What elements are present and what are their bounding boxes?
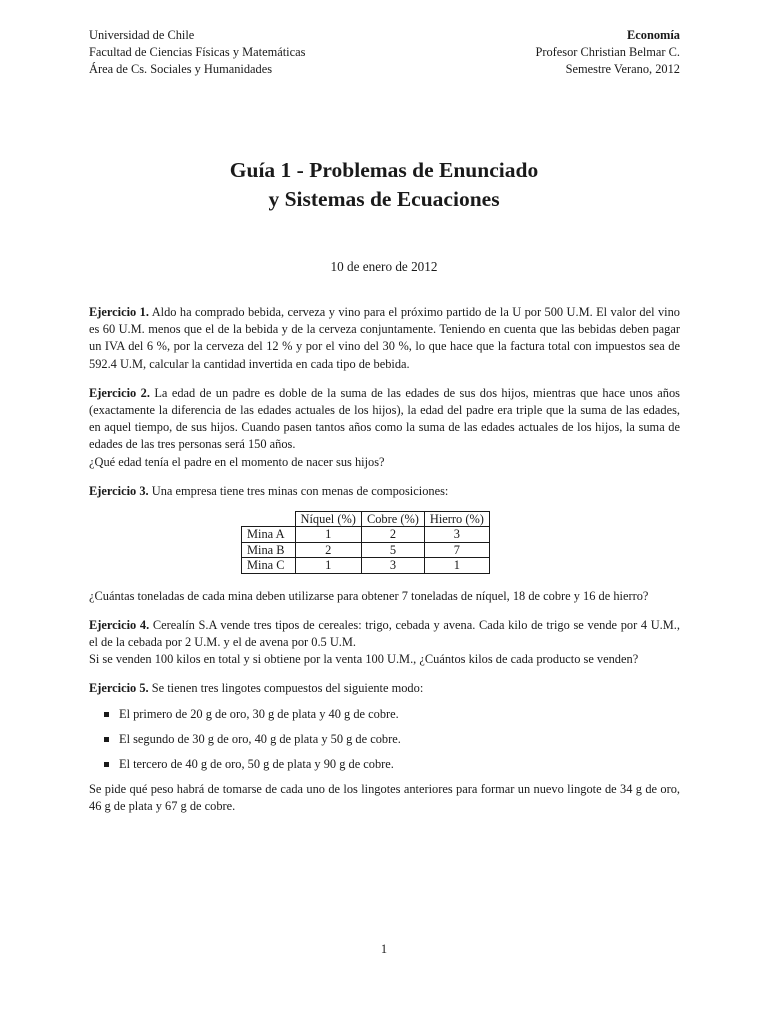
column-header-cobre: Cobre (%)	[361, 512, 424, 527]
header-professor: Profesor Christian Belmar C.	[535, 44, 680, 59]
document-date: 10 de enero de 2012	[330, 259, 438, 274]
exercise-5-question: Se pide qué peso habrá de tomarse de cada uno de los lingotes anteriores para formar un nuevo lingote de 34 g de oro, 46 g de plata y 67 g de cobre.	[89, 782, 680, 814]
header-faculty: Facultad de Ciencias Físicas y Matemáticas	[89, 44, 306, 59]
header-area: Área de Cs. Sociales y Humanidades	[89, 61, 273, 76]
composition-table	[241, 511, 490, 574]
header-institution	[89, 27, 305, 77]
composition-table-wrapper	[89, 511, 680, 574]
document-body	[89, 304, 680, 828]
list-item	[89, 756, 680, 773]
exercise-2-statement	[89, 385, 680, 454]
exercise-1-statement	[89, 304, 680, 373]
exercise-4	[89, 617, 680, 669]
list-item	[89, 706, 680, 723]
column-header-hierro: Hierro (%)	[424, 512, 489, 527]
exercise-2-label: Ejercicio 2.	[89, 385, 150, 400]
column-header-niquel: Níquel (%)	[295, 512, 361, 527]
header-university: Universidad de Chile	[89, 28, 195, 42]
table-cell: 3	[361, 558, 424, 573]
exercise-3	[89, 483, 680, 605]
page-number: 1	[380, 942, 388, 956]
exercise-2-text: La edad de un padre es doble de la suma de las edades de sus dos hijos, mientras que hace unos años (exactamente la diferencia de las edades actuales de los hijos), la edad del padre era triple que la suma de las edades, en aquel tiempo, de sus hijos. Cuando pasen tantos años como la suma de las edades actuales de los hijos, la suma de edades de las tres personas será 150 años.	[89, 385, 680, 452]
table-cell: 1	[424, 558, 489, 573]
row-header-mina-b: Mina B	[242, 542, 296, 557]
exercise-4-statement	[89, 617, 680, 651]
table-row	[242, 542, 490, 557]
header-subject: Economía	[626, 28, 680, 42]
table-cell: 1	[295, 527, 361, 542]
square-bullet-icon	[104, 712, 109, 717]
table-corner-cell	[242, 512, 296, 527]
exercise-3-statement	[89, 483, 680, 500]
ingot-list	[89, 706, 680, 774]
header-course	[535, 27, 680, 77]
document-title	[0, 156, 768, 214]
exercise-5-statement	[89, 680, 680, 697]
exercise-1-label: Ejercicio 1.	[89, 305, 149, 319]
table-cell: 7	[424, 542, 489, 557]
exercise-3-label: Ejercicio 3.	[89, 483, 149, 498]
exercise-4-question: Si se venden 100 kilos en total y si obtiene por la venta 100 U.M., ¿Cuántos kilos de cada producto se venden?	[89, 652, 639, 667]
table-cell: 5	[361, 542, 424, 557]
row-header-mina-c: Mina C	[242, 558, 296, 573]
table-header-row	[242, 512, 490, 527]
exercise-2-question: ¿Qué edad tenía el padre en el momento de nacer sus hijos?	[89, 454, 385, 469]
table-cell: 2	[295, 542, 361, 557]
list-item-text: El primero de 20 g de oro, 30 g de plata y 40 g de cobre.	[119, 706, 399, 721]
exercise-4-text: Cerealín S.A vende tres tipos de cereales: trigo, cebada y avena. Cada kilo de trigo se vende por 4 U.M., el de la cebada por 2 U.M. y el de avena por 0.5 U.M.	[89, 617, 680, 650]
row-header-mina-a: Mina A	[242, 527, 296, 542]
list-item-text: El tercero de 40 g de oro, 50 g de plata y 90 g de cobre.	[119, 757, 394, 772]
exercise-5	[89, 680, 680, 815]
list-item	[89, 731, 680, 748]
exercise-3-text: Una empresa tiene tres minas con menas de composiciones:	[151, 483, 449, 498]
list-item-text: El segundo de 30 g de oro, 40 g de plata y 50 g de cobre.	[119, 731, 401, 746]
square-bullet-icon	[104, 762, 109, 767]
exercise-1-text: Aldo ha comprado bebida, cerveza y vino para el próximo partido de la U por 500 U.M. El valor del vino es 60 U.M. menos que el de la bebida y de la cerveza conjuntamente. Teniendo en cuenta que las bebidas deben pagar un IVA del 6 %, por la cerveza del 12 % y por el vino del 30 %, lo que hace que la factura total con impuestos sea de 592.4 U.M, calcular la cantidad invertida en cada tipo de bebida.	[89, 305, 680, 371]
title-line-2: y Sistemas de Ecuaciones	[268, 187, 500, 211]
exercise-5-label: Ejercicio 5.	[89, 681, 149, 696]
table-cell: 3	[424, 527, 489, 542]
exercise-5-text: Se tienen tres lingotes compuestos del siguiente modo:	[151, 681, 424, 696]
exercise-3-question: ¿Cuántas toneladas de cada mina deben utilizarse para obtener 7 toneladas de níquel, 18 de cobre y 16 de hierro?	[89, 588, 649, 603]
table-row	[242, 527, 490, 542]
exercise-4-label: Ejercicio 4.	[89, 617, 150, 632]
table-cell: 2	[361, 527, 424, 542]
exercise-2	[89, 385, 680, 471]
exercise-1	[89, 304, 680, 373]
header-semester: Semestre Verano, 2012	[565, 61, 680, 76]
title-line-1: Guía 1 - Problemas de Enunciado	[229, 158, 539, 182]
square-bullet-icon	[104, 737, 109, 742]
table-cell: 1	[295, 558, 361, 573]
table-row	[242, 558, 490, 573]
